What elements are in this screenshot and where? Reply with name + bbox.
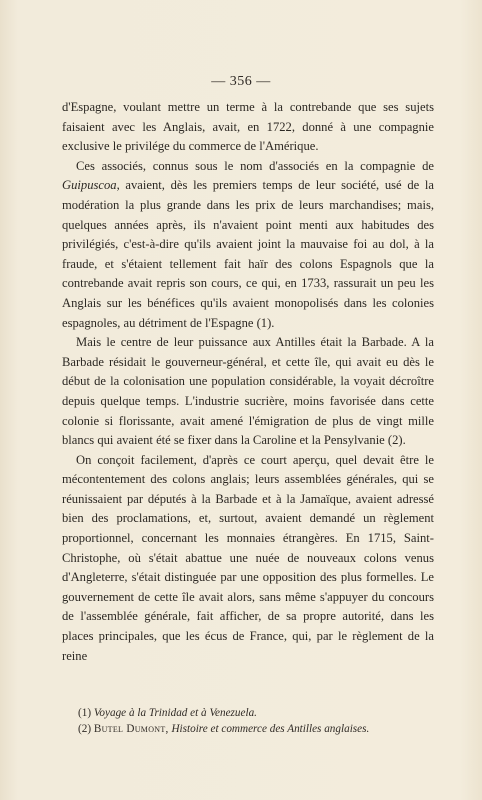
footnote-1-work: Voyage à la Trinidad et à Venezuela. — [93, 707, 257, 719]
paragraph-4: On conçoit facilement, d'après ce court aperçu, quel devait être le mécontentement des colons anglais; leurs assemblées générales, qui se réunissaient par députés à la Barbade et à la Jamaïque, avaient adressé bien des proclamations, et, surtout, avaient demandé un règlement proportionnel, concernant les monnaies étrangères. En 1715, Saint-Christophe, où s'était abattue une nuée de nouveaux colons venus d'Angleterre, s'était distinguée par une opposition des plus formelles. Le gouvernement de cette île avait alors, sans même s'appuyer du concours de l'assemblée générale, fait afficher, de sa propre autorité, dans les places principales, que les écus de France, qui, par le règlement de la reine — [62, 452, 434, 663]
page-number: — 356 — — [211, 74, 271, 89]
body-text — [62, 98, 434, 666]
footnote-1-marker: (1) — [78, 707, 92, 719]
paragraph-2 — [62, 157, 434, 333]
paragraph-1: d'Espagne, voulant mettre un terme à la contrebande que ses sujets faisaient avec les Anglais, avait, en 1722, donné à une compagnie exclusive le privilége du commerce de l'Amérique. — [62, 100, 434, 154]
footnote-2-author: Butel Dumont, — [93, 723, 169, 735]
footnote-1 — [78, 705, 438, 721]
paragraph-2-body: , avaient, dès les premiers temps de leur société, usé de la modération la plus grande dans les prix de leurs marchandises; mais, quelques années après, ils n'avaient point menti aux habitudes des privilégiés, c'est-à-dire qu'ils avaient joint la mauvaise foi au dol, à la fraude, et s'étaient tellement fait haïr des colons Espagnols que la contrebande avait repris son cours, ce qui, en 1733, rassurait un peu les Anglais sur les bénéfices qu'ils avaient monopolisés dans les colonies espagnoles, au détriment de l'Espagne (1). — [62, 178, 434, 330]
footnote-2 — [78, 721, 438, 737]
footnotes — [78, 705, 438, 737]
paragraph-2-intro: Ces associés, connus sous le nom d'associés en la compagnie de — [76, 158, 434, 173]
footnote-2-work: Histoire et commerce des Antilles anglaises. — [171, 723, 370, 735]
company-name: Guipuscoa — [62, 178, 117, 193]
footnote-2-marker: (2) — [78, 723, 92, 735]
paragraph-3: Mais le centre de leur puissance aux Antilles était la Barbade. A la Barbade résidait le gouverneur-général, et cette île, qui avait eu dès le début de la colonisation une population considérable, la voyait décroître depuis quelque temps. L'industrie sucrière, moins favorisée dans cette colonie si florissante, avait amené l'émigration de plus de vingt mille blancs qui avaient été se fixer dans la Caroline et la Pensylvanie (2). — [62, 335, 434, 448]
